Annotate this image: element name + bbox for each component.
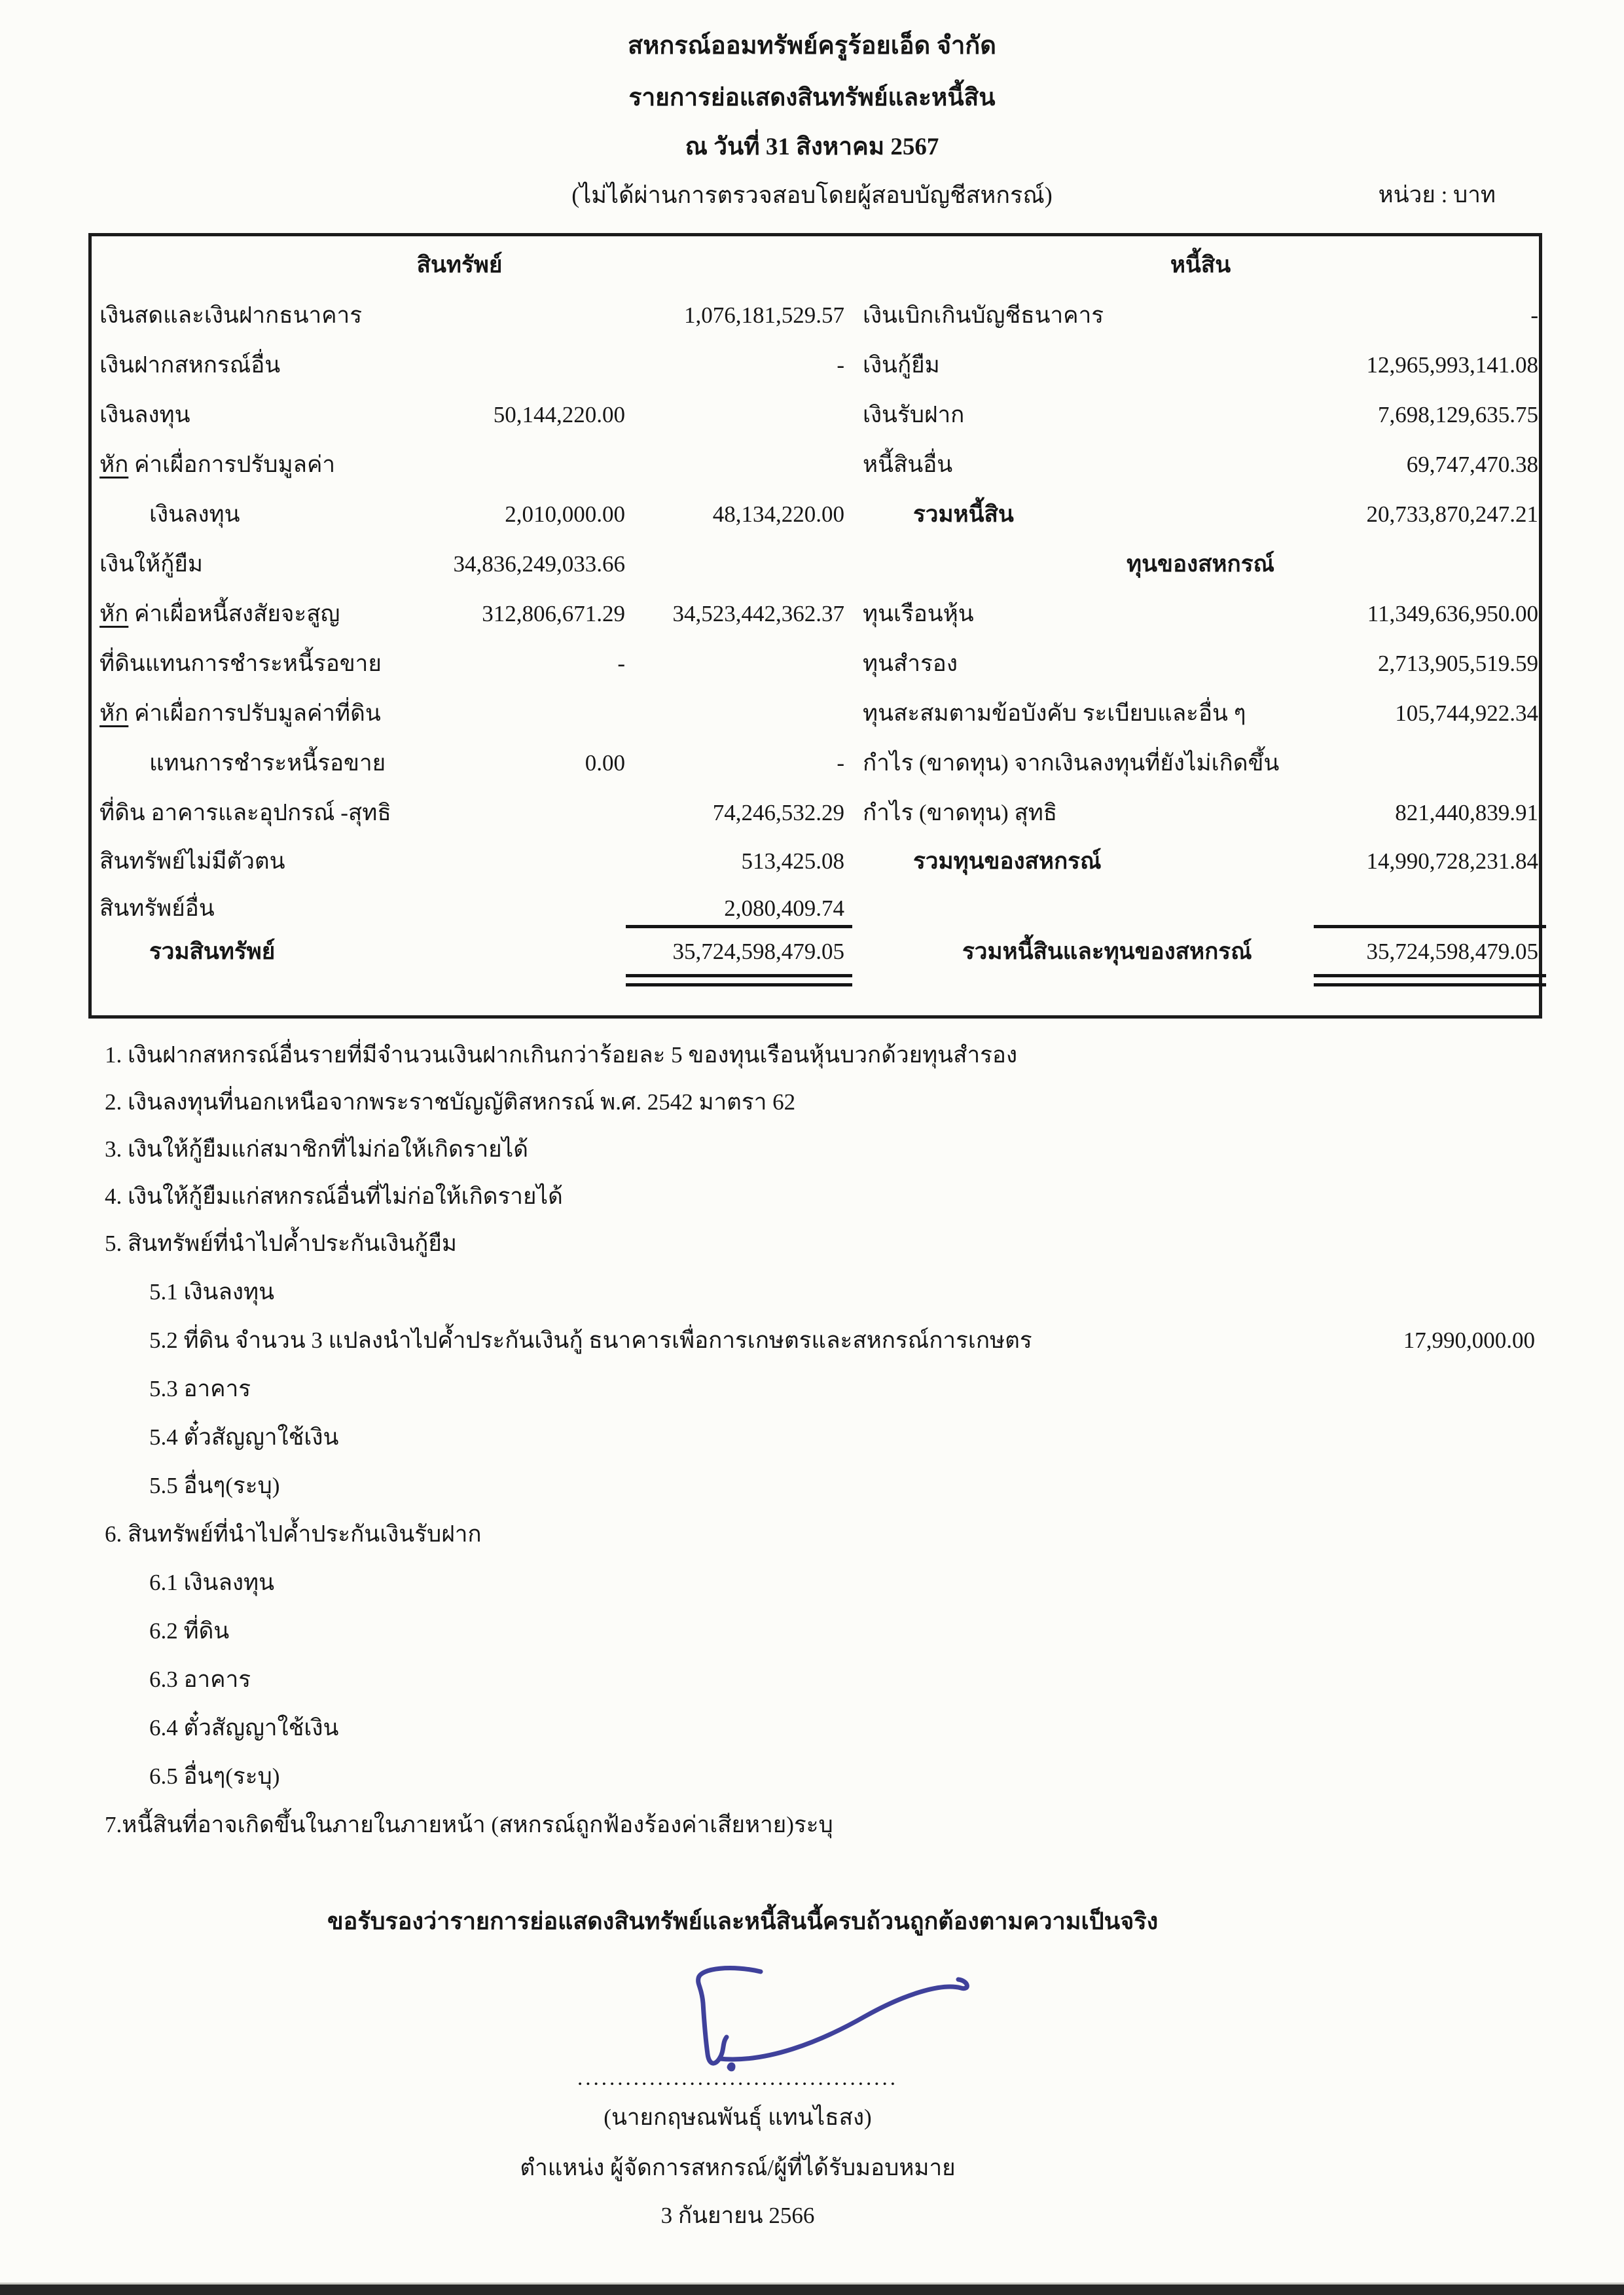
asset-value: 513,425.08 <box>741 848 844 874</box>
audit-note: (ไม่ได้ผ่านการตรวจสอบโดยผู้สอบบัญชีสหกรณ์) <box>571 182 1053 208</box>
asset-label: เงินให้กู้ยืม <box>99 551 203 577</box>
equity-label: ทุนเรือนหุ้น <box>863 601 974 626</box>
liability-label: หนี้สินอื่น <box>863 452 953 477</box>
equity-value: 11,349,636,950.00 <box>1367 601 1538 626</box>
table-row <box>0 296 1624 335</box>
note-line: 5.1 เงินลงทุน <box>149 1279 275 1305</box>
section-header-row <box>0 245 1624 285</box>
table-row <box>0 889 1624 928</box>
liabilities-total-doubleline <box>1314 974 1546 977</box>
equity-label: ทุนสะสมตามข้อบังคับ ระเบียบและอื่น ๆ <box>863 700 1246 726</box>
note-line: 1. เงินฝากสหกรณ์อื่นรายที่มีจำนวนเงินฝากเกินกว่าร้อยละ 5 ของทุนเรือนหุ้นบวกด้วยทุนสำรอง <box>105 1042 1018 1068</box>
signature-dotted-line: ........................................ <box>577 2067 898 2090</box>
asset-label-text: ค่าเผื่อการปรับมูลค่าที่ดิน <box>134 700 381 726</box>
asset-value: 74,246,532.29 <box>712 800 844 825</box>
assets-section-title: สินทรัพย์ <box>416 252 503 278</box>
assets-total-doubleline <box>626 974 852 977</box>
sign-date: 3 กันยายน 2566 <box>660 2203 815 2228</box>
asset-label-text: ค่าเผื่อหนี้สงสัยจะสูญ <box>134 601 340 626</box>
liabilities-total-topline <box>1314 925 1546 928</box>
signer-position: ตำแหน่ง ผู้จัดการสหกรณ์/ผู้ที่ได้รับมอบหมาย <box>520 2155 956 2180</box>
liability-value: - <box>1530 302 1538 328</box>
liability-value: 7,698,129,635.75 <box>1378 402 1538 427</box>
deduct-prefix: หัก <box>99 601 129 626</box>
totals-row <box>0 932 1624 971</box>
table-row <box>0 495 1624 534</box>
liability-label: เงินเบิกเกินบัญชีธนาคาร <box>863 302 1104 328</box>
assets-total-value: 35,724,598,479.05 <box>672 939 844 964</box>
asset-value: 0.00 <box>585 750 625 776</box>
asset-label <box>99 445 335 484</box>
signer-name: (นายกฤษณพันธุ์ แทนไธสง) <box>604 2105 872 2130</box>
table-row <box>0 445 1624 484</box>
table-row <box>0 744 1624 783</box>
asset-label: สินทรัพย์ไม่มีตัวตน <box>99 848 285 874</box>
asset-value: 34,836,249,033.66 <box>453 551 625 577</box>
liabilities-total-doubleline <box>1314 983 1546 986</box>
equity-value: 105,744,922.34 <box>1395 700 1538 726</box>
asset-value: - <box>837 352 844 378</box>
asset-value: 50,144,220.00 <box>493 402 625 427</box>
scan-edge-strip <box>0 2283 1624 2295</box>
liabilities-total-value: 20,733,870,247.21 <box>1366 501 1538 527</box>
deduct-prefix: หัก <box>99 700 129 726</box>
liability-value: 69,747,470.38 <box>1406 452 1538 477</box>
equity-total-label: รวมทุนของสหกรณ์ <box>913 848 1102 874</box>
as-of-date: ณ วันที่ 31 สิงหาคม 2567 <box>685 134 939 160</box>
note-line: 4. เงินให้กู้ยืมแก่สหกรณ์อื่นที่ไม่ก่อให้เกิดรายได้ <box>105 1184 563 1209</box>
asset-value: - <box>837 750 844 776</box>
note-line: 6.3 อาคาร <box>149 1667 251 1692</box>
table-row <box>0 594 1624 634</box>
asset-value: 2,080,409.74 <box>724 895 844 921</box>
asset-label <box>99 594 340 634</box>
note-line: 6.4 ตั๋วสัญญาใช้เงิน <box>149 1715 339 1741</box>
table-row <box>0 395 1624 435</box>
note-line: 5.5 อื่นๆ(ระบุ) <box>149 1473 280 1498</box>
note-line: 5.3 อาคาร <box>149 1376 251 1401</box>
liability-label: เงินกู้ยืม <box>863 352 940 378</box>
table-row <box>0 545 1624 584</box>
asset-value: 2,010,000.00 <box>505 501 625 527</box>
asset-label: เงินลงทุน <box>99 402 190 427</box>
asset-label: แทนการชำระหนี้รอขาย <box>149 750 386 776</box>
liabilities-section-title: หนี้สิน <box>1170 252 1231 278</box>
liabilities-total-label: รวมหนี้สิน <box>913 501 1014 527</box>
table-row <box>0 694 1624 733</box>
table-row <box>0 793 1624 833</box>
asset-label: ที่ดิน อาคารและอุปกรณ์ -สุทธิ <box>99 800 391 825</box>
grand-total-value: 35,724,598,479.05 <box>1366 939 1538 964</box>
equity-value: 2,713,905,519.59 <box>1378 651 1538 676</box>
asset-value: 48,134,220.00 <box>712 501 844 527</box>
table-row <box>0 346 1624 385</box>
note-value: 17,990,000.00 <box>1403 1328 1535 1353</box>
note-line: 2. เงินลงทุนที่นอกเหนือจากพระราชบัญญัติสหกรณ์ พ.ศ. 2542 มาตรา 62 <box>105 1089 796 1115</box>
equity-label: กำไร (ขาดทุน) สุทธิ <box>863 800 1058 825</box>
assets-total-topline <box>626 925 852 928</box>
note-line: 5.4 ตั๋วสัญญาใช้เงิน <box>149 1424 339 1450</box>
asset-value: 1,076,181,529.57 <box>684 302 844 328</box>
table-row <box>0 842 1624 881</box>
equity-total-value: 14,990,728,231.84 <box>1366 848 1538 874</box>
note-line: 5.2 ที่ดิน จำนวน 3 แปลงนำไปค้ำประกันเงินกู้ ธนาคารเพื่อการเกษตรและสหกรณ์การเกษตร <box>149 1328 1032 1353</box>
certification-text: ขอรับรองว่ารายการย่อแสดงสินทรัพย์และหนี้สินนี้ครบถ้วนถูกต้องตามความเป็นจริง <box>327 1908 1159 1934</box>
liability-label: เงินรับฝาก <box>863 402 965 427</box>
asset-label: เงินฝากสหกรณ์อื่น <box>99 352 281 378</box>
org-name: สหกรณ์ออมทรัพย์ครูร้อยเอ็ด จำกัด <box>628 32 996 60</box>
asset-label-text: ค่าเผื่อการปรับมูลค่า <box>134 452 336 477</box>
assets-total-doubleline <box>626 983 852 986</box>
asset-value: 34,523,442,362.37 <box>672 601 844 626</box>
grand-total-label: รวมหนี้สินและทุนของสหกรณ์ <box>962 939 1252 964</box>
note-line: 5. สินทรัพย์ที่นำไปค้ำประกันเงินกู้ยืม <box>105 1231 457 1256</box>
doc-title: รายการย่อแสดงสินทรัพย์และหนี้สิน <box>628 84 996 111</box>
note-line: 6.2 ที่ดิน <box>149 1618 230 1644</box>
asset-value: - <box>617 651 625 676</box>
note-line: 3. เงินให้กู้ยืมแก่สมาชิกที่ไม่ก่อให้เกิดรายได้ <box>105 1136 528 1162</box>
table-row <box>0 644 1624 683</box>
equity-section-title: ทุนของสหกรณ์ <box>1127 551 1274 577</box>
equity-label: ทุนสำรอง <box>863 651 958 676</box>
note-line: 6.1 เงินลงทุน <box>149 1570 275 1595</box>
note-line: 7.หนี้สินที่อาจเกิดขึ้นในภายในภายหน้า (สหกรณ์ถูกฟ้องร้องค่าเสียหาย)ระบุ <box>105 1812 833 1837</box>
asset-label: เงินลงทุน <box>149 501 240 527</box>
asset-label: ที่ดินแทนการชำระหนี้รอขาย <box>99 651 382 676</box>
unit-label: หน่วย : บาท <box>1378 182 1496 208</box>
equity-value: 821,440,839.91 <box>1395 800 1538 825</box>
equity-label: กำไร (ขาดทุน) จากเงินลงทุนที่ยังไม่เกิดขึ้น <box>863 750 1280 776</box>
asset-label: สินทรัพย์อื่น <box>99 895 215 921</box>
liability-value: 12,965,993,141.08 <box>1366 352 1538 378</box>
note-line: 6.5 อื่นๆ(ระบุ) <box>149 1763 280 1789</box>
assets-total-label: รวมสินทรัพย์ <box>149 939 276 964</box>
deduct-prefix: หัก <box>99 452 129 477</box>
note-line: 6. สินทรัพย์ที่นำไปค้ำประกันเงินรับฝาก <box>105 1521 482 1547</box>
asset-value: 312,806,671.29 <box>482 601 625 626</box>
asset-label <box>99 694 381 733</box>
signature-strokes <box>698 1968 967 2069</box>
asset-label: เงินสดและเงินฝากธนาคาร <box>99 302 363 328</box>
